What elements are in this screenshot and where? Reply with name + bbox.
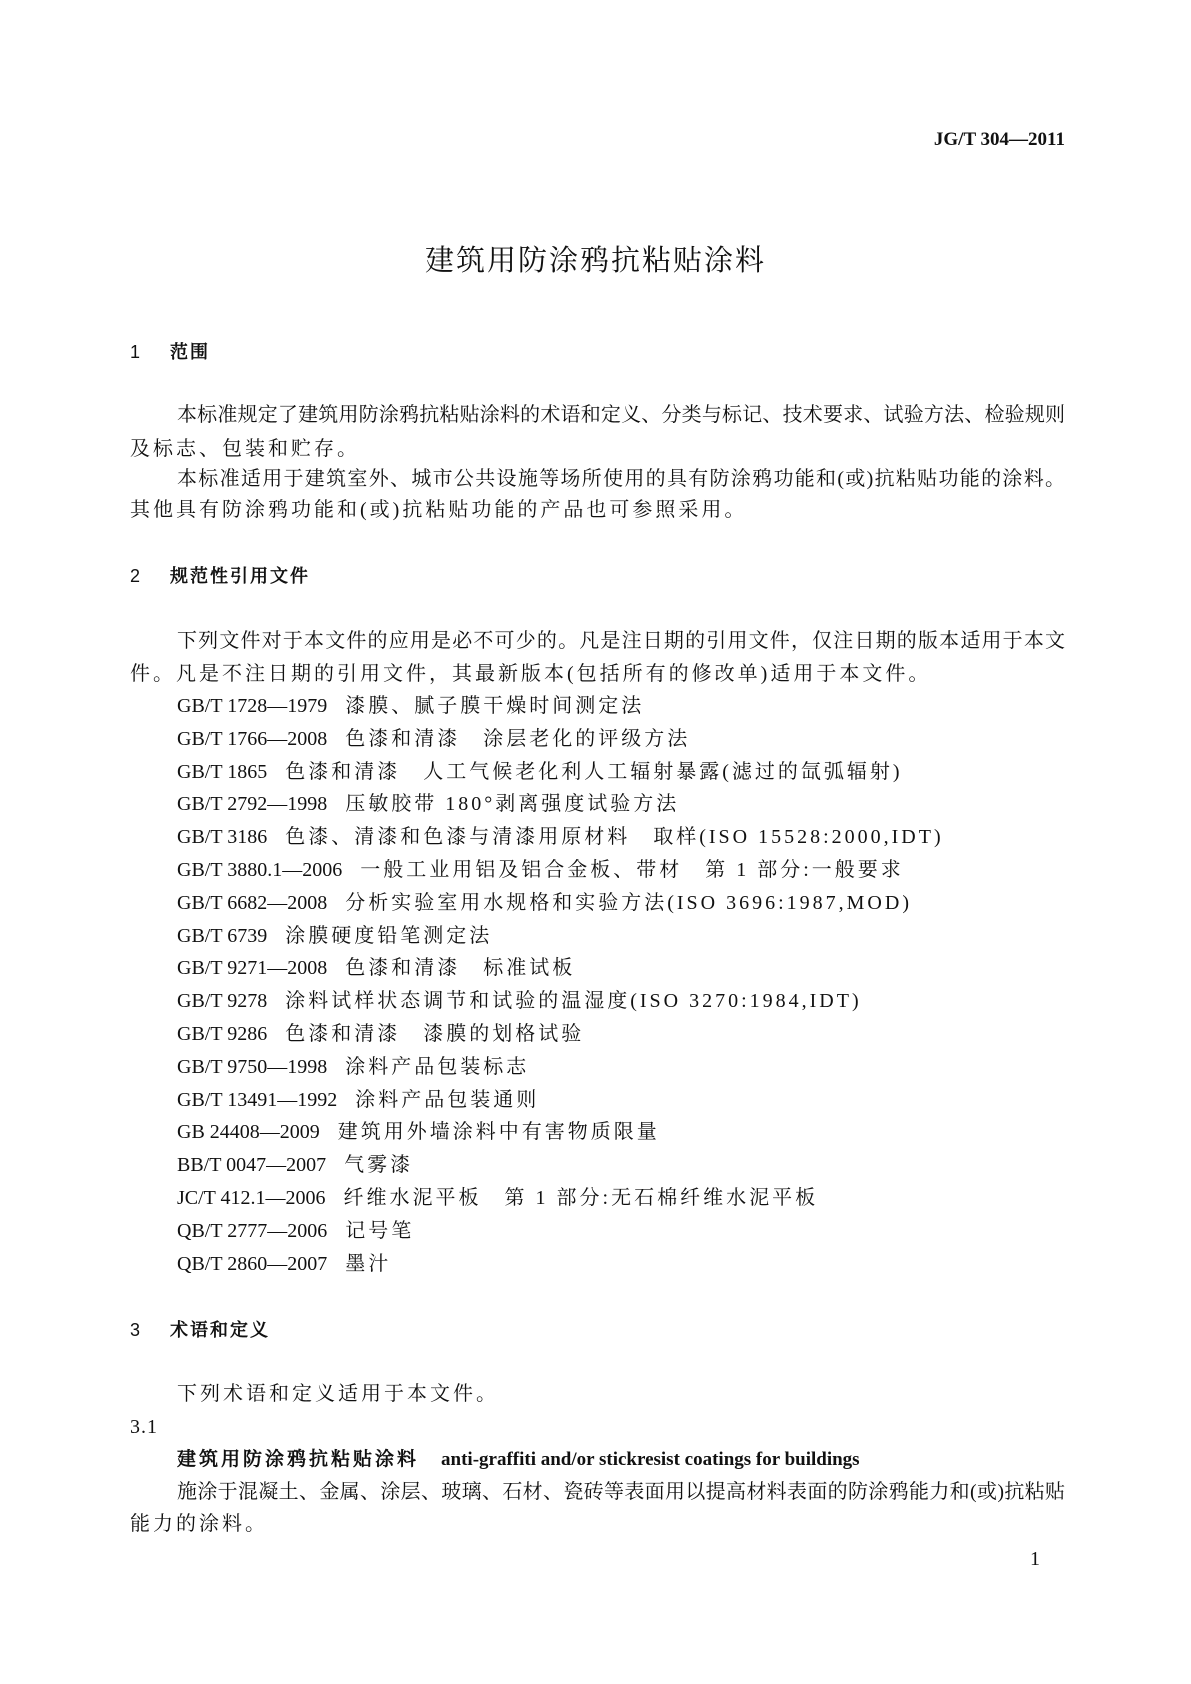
paragraph-line: 件。凡是不注日期的引用文件，其最新版本(包括所有的修改单)适用于本文件。 bbox=[130, 663, 932, 685]
reference-code: GB/T 13491—1992 bbox=[177, 1088, 338, 1111]
reference-item bbox=[177, 924, 492, 948]
paragraph-line: 本标准规定了建筑用防涂鸦抗粘贴涂料的术语和定义、分类与标记、技术要求、试验方法、检验规则 bbox=[177, 404, 1065, 426]
reference-title: 分析实验室用水规格和实验方法(ISO 3696:1987,MOD) bbox=[345, 891, 912, 914]
reference-title: 色漆和清漆 涂层老化的评级方法 bbox=[345, 727, 691, 750]
reference-title: 记号笔 bbox=[345, 1219, 415, 1242]
reference-item bbox=[177, 1219, 414, 1243]
reference-item bbox=[177, 1120, 660, 1144]
paragraph-line: 其他具有防涂鸦功能和(或)抗粘贴功能的产品也可参照采用。 bbox=[130, 499, 748, 521]
standard-code-header: JG/T 304—2011 bbox=[933, 129, 1065, 150]
reference-code: GB/T 9271—2008 bbox=[177, 957, 328, 980]
reference-code: GB/T 6739 bbox=[177, 924, 268, 947]
document-title: 建筑用防涂鸦抗粘贴涂料 bbox=[424, 245, 766, 277]
reference-code: JC/T 412.1—2006 bbox=[177, 1187, 326, 1209]
page-number: 1 bbox=[1030, 1548, 1040, 1570]
term-chinese: 建筑用防涂鸦抗粘贴涂料 bbox=[177, 1449, 420, 1470]
paragraph-line: 及标志、包装和贮存。 bbox=[130, 438, 360, 460]
paragraph-line: 本标准适用于建筑室外、城市公共设施等场所使用的具有防涂鸦功能和(或)抗粘贴功能的涂料。 bbox=[177, 468, 1065, 490]
reference-code: GB/T 9750—1998 bbox=[177, 1055, 328, 1078]
reference-title: 一般工业用铝及铝合金板、带材 第 1 部分:一般要求 bbox=[360, 859, 904, 881]
reference-code: BB/T 0047—2007 bbox=[177, 1154, 327, 1177]
reference-title: 墨汁 bbox=[345, 1252, 392, 1275]
reference-code: QB/T 2860—2007 bbox=[177, 1252, 328, 1275]
reference-title: 涂料产品包装通则 bbox=[355, 1088, 540, 1111]
reference-item bbox=[177, 760, 903, 784]
reference-item bbox=[177, 858, 904, 882]
reference-title: 色漆和清漆 人工气候老化利人工辐射暴露(滤过的氙弧辐射) bbox=[285, 760, 903, 783]
reference-item bbox=[177, 825, 944, 849]
reference-item bbox=[177, 989, 862, 1013]
reference-item bbox=[177, 1186, 818, 1210]
section-2-heading bbox=[130, 564, 310, 588]
section-number: 2 bbox=[130, 566, 143, 586]
reference-title: 色漆和清漆 漆膜的划格试验 bbox=[285, 1023, 585, 1045]
reference-item bbox=[177, 792, 679, 816]
reference-title: 气雾漆 bbox=[344, 1154, 414, 1177]
reference-title: 纤维水泥平板 第 1 部分:无石棉纤维水泥平板 bbox=[343, 1187, 819, 1209]
paragraph-line: 下列术语和定义适用于本文件。 bbox=[177, 1383, 499, 1405]
reference-title: 色漆和清漆 标准试板 bbox=[345, 957, 576, 980]
definition-line: 施涂于混凝土、金属、涂层、玻璃、石材、瓷砖等表面用以提高材料表面的防涂鸦能力和(或)抗粘贴 bbox=[177, 1481, 1065, 1503]
section-title: 规范性引用文件 bbox=[170, 566, 310, 586]
reference-code: GB/T 3880.1—2006 bbox=[177, 859, 343, 881]
reference-item bbox=[177, 1252, 391, 1276]
reference-code: GB/T 6682—2008 bbox=[177, 891, 328, 914]
reference-code: GB/T 3186 bbox=[177, 826, 268, 849]
reference-title: 漆膜、腻子膜干燥时间测定法 bbox=[345, 695, 645, 717]
clause-number: 3.1 bbox=[130, 1416, 158, 1438]
reference-item bbox=[177, 1088, 539, 1112]
paragraph-line: 下列文件对于本文件的应用是必不可少的。凡是注日期的引用文件，仅注日期的版本适用于本文 bbox=[177, 630, 1065, 652]
reference-title: 涂料产品包装标志 bbox=[345, 1055, 530, 1078]
reference-item bbox=[177, 1153, 413, 1177]
reference-code: GB/T 1728—1979 bbox=[177, 695, 328, 717]
section-title: 术语和定义 bbox=[170, 1320, 270, 1340]
reference-code: QB/T 2777—2006 bbox=[177, 1219, 328, 1242]
reference-code: GB/T 9286 bbox=[177, 1023, 268, 1045]
reference-code: GB/T 1766—2008 bbox=[177, 727, 328, 750]
section-number: 3 bbox=[130, 1320, 143, 1340]
definition-line: 能力的涂料。 bbox=[130, 1513, 268, 1535]
section-number: 1 bbox=[130, 342, 143, 362]
reference-item bbox=[177, 1022, 584, 1046]
reference-item bbox=[177, 727, 690, 751]
term-english: anti-graffiti and/or stickresist coatings for buildings bbox=[441, 1449, 860, 1470]
reference-item bbox=[177, 694, 644, 718]
reference-code: GB/T 9278 bbox=[177, 990, 268, 1013]
reference-title: 压敏胶带 180°剥离强度试验方法 bbox=[345, 793, 680, 816]
section-1-heading bbox=[130, 340, 210, 364]
reference-code: GB/T 1865 bbox=[177, 760, 268, 783]
reference-item bbox=[177, 891, 912, 915]
term-entry bbox=[177, 1448, 860, 1472]
reference-title: 涂膜硬度铅笔测定法 bbox=[285, 924, 493, 947]
section-3-heading bbox=[130, 1318, 270, 1342]
reference-item bbox=[177, 1055, 529, 1079]
reference-item bbox=[177, 956, 575, 980]
section-title: 范围 bbox=[170, 342, 210, 362]
reference-title: 涂料试样状态调节和试验的温湿度(ISO 3270:1984,IDT) bbox=[285, 990, 862, 1013]
reference-title: 色漆、清漆和色漆与清漆用原材料 取样(ISO 15528:2000,IDT) bbox=[285, 826, 944, 849]
reference-code: GB 24408—2009 bbox=[177, 1121, 320, 1144]
reference-title: 建筑用外墙涂料中有害物质限量 bbox=[337, 1121, 660, 1144]
reference-code: GB/T 2792—1998 bbox=[177, 793, 328, 816]
